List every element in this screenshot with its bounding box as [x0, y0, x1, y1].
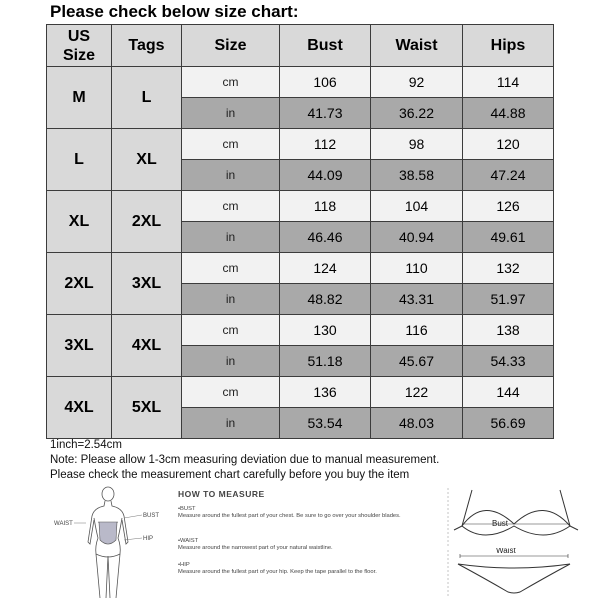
- hip-instruction-text: Measure around the fullest part of your hip. Keep the tape parallel to the floor.: [178, 569, 377, 575]
- table-row: [47, 191, 554, 222]
- size-chart-table: [46, 24, 554, 439]
- unit-cell: cm: [182, 129, 280, 160]
- table-row: [47, 377, 554, 408]
- bust-instruction-label: •BUST: [178, 506, 196, 512]
- waist-cell: 45.67: [371, 346, 463, 377]
- hips-cell: 56.69: [463, 408, 554, 439]
- hips-cell: 51.97: [463, 284, 554, 315]
- hip-instruction-label: •HIP: [178, 562, 190, 568]
- tag-size-cell: 4XL: [112, 315, 182, 377]
- table-row: [47, 129, 554, 160]
- unit-cell: in: [182, 222, 280, 253]
- hips-cell: 138: [463, 315, 554, 346]
- us-size-cell: M: [47, 67, 112, 129]
- unit-cell: in: [182, 98, 280, 129]
- header-us-size-part: Size: [62, 46, 95, 64]
- hips-cell: 44.88: [463, 98, 554, 129]
- bust-cell: 106: [280, 67, 371, 98]
- diagram-waist-label: Waist: [496, 548, 516, 555]
- waist-cell: 116: [371, 315, 463, 346]
- bust-instruction-text: Measure around the fullest part of your chest. Be sure to go over your shoulder blades.: [178, 513, 401, 519]
- table-row: [47, 315, 554, 346]
- bust-cell: 136: [280, 377, 371, 408]
- unit-cell: in: [182, 408, 280, 439]
- check-note: Please check the measurement chart carefully before you buy the item: [50, 469, 410, 481]
- header-bust: Bust: [280, 25, 371, 67]
- tag-size-cell: 5XL: [112, 377, 182, 439]
- header-waist: Waist: [371, 25, 463, 67]
- bust-cell: 44.09: [280, 160, 371, 191]
- header-us-size-part: US: [67, 27, 91, 45]
- unit-cell: cm: [182, 377, 280, 408]
- figure-waist-label: WAIST: [54, 521, 73, 527]
- bikini-bottom-diagram-icon: [444, 548, 584, 600]
- bust-cell: 46.46: [280, 222, 371, 253]
- diagram-bust-label: Bust: [492, 519, 509, 528]
- hips-cell: 114: [463, 67, 554, 98]
- waist-cell: 38.58: [371, 160, 463, 191]
- bust-instruction: [178, 506, 428, 520]
- hips-cell: 132: [463, 253, 554, 284]
- unit-cell: in: [182, 346, 280, 377]
- bust-cell: 41.73: [280, 98, 371, 129]
- hips-cell: 120: [463, 129, 554, 160]
- us-size-cell: XL: [47, 191, 112, 253]
- hips-cell: 126: [463, 191, 554, 222]
- figure-bust-label: BUST: [143, 513, 160, 519]
- hips-cell: 54.33: [463, 346, 554, 377]
- header-hips: Hips: [463, 25, 554, 67]
- bust-cell: 118: [280, 191, 371, 222]
- tag-size-cell: L: [112, 67, 182, 129]
- bust-cell: 48.82: [280, 284, 371, 315]
- us-size-cell: L: [47, 129, 112, 191]
- unit-cell: in: [182, 160, 280, 191]
- unit-cell: cm: [182, 67, 280, 98]
- header-size: Size: [182, 25, 280, 67]
- table-row: [47, 253, 554, 284]
- waist-cell: 36.22: [371, 98, 463, 129]
- us-size-cell: 3XL: [47, 315, 112, 377]
- waist-cell: 92: [371, 67, 463, 98]
- header-tags: Tags: [112, 25, 182, 67]
- unit-cell: cm: [182, 191, 280, 222]
- notes: [50, 438, 439, 483]
- conversion-note: 1inch=2.54cm: [50, 439, 122, 451]
- hips-cell: 47.24: [463, 160, 554, 191]
- deviation-note: Note: Please allow 1-3cm measuring deviation due to manual measurement.: [50, 454, 440, 466]
- tag-size-cell: XL: [112, 129, 182, 191]
- bust-cell: 53.54: [280, 408, 371, 439]
- waist-cell: 43.31: [371, 284, 463, 315]
- bust-cell: 112: [280, 129, 371, 160]
- body-figure-icon: [46, 482, 176, 600]
- page-title: Please check below size chart:: [50, 2, 299, 21]
- us-size-cell: 4XL: [47, 377, 112, 439]
- bikini-top-diagram-icon: [444, 486, 584, 548]
- waist-cell: 104: [371, 191, 463, 222]
- tag-size-cell: 2XL: [112, 191, 182, 253]
- waist-instruction: [178, 538, 428, 552]
- us-size-cell: 2XL: [47, 253, 112, 315]
- bust-cell: 124: [280, 253, 371, 284]
- table-row: [47, 67, 554, 98]
- unit-cell: cm: [182, 253, 280, 284]
- bust-cell: 130: [280, 315, 371, 346]
- waist-cell: 98: [371, 129, 463, 160]
- waist-cell: 48.03: [371, 408, 463, 439]
- unit-cell: in: [182, 284, 280, 315]
- waist-instruction-text: Measure around the narrowest part of your natural waistline.: [178, 545, 333, 551]
- hip-instruction: [178, 562, 428, 576]
- bust-cell: 51.18: [280, 346, 371, 377]
- header-us-size: [47, 25, 112, 67]
- hips-cell: 144: [463, 377, 554, 408]
- waist-cell: 110: [371, 253, 463, 284]
- how-to-measure-title: HOW TO MEASURE: [178, 489, 265, 499]
- tag-size-cell: 3XL: [112, 253, 182, 315]
- waist-cell: 40.94: [371, 222, 463, 253]
- table-header-row: [47, 25, 554, 67]
- figure-hip-label: HIP: [143, 536, 154, 542]
- unit-cell: cm: [182, 315, 280, 346]
- how-to-measure: [46, 482, 600, 600]
- waist-instruction-label: •WAIST: [178, 538, 199, 544]
- hips-cell: 49.61: [463, 222, 554, 253]
- waist-cell: 122: [371, 377, 463, 408]
